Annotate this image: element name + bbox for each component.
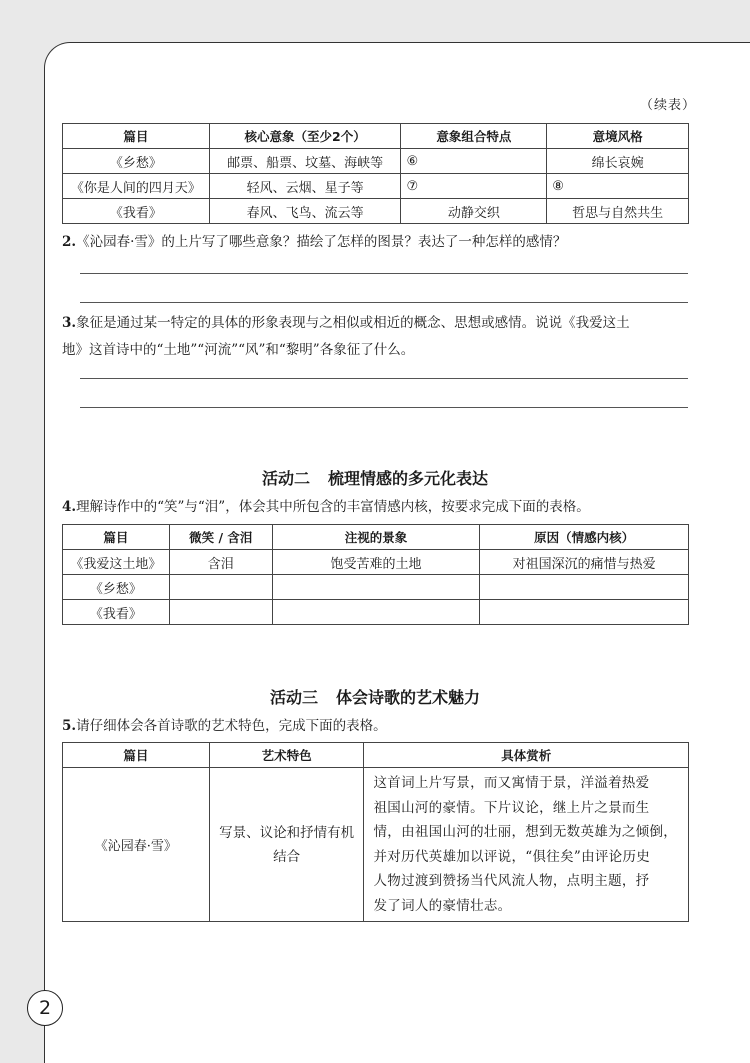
question-text: 象征是通过某一特定的具体的形象表现与之相似或相近的概念、思想或感情。说说《我爱这土	[76, 315, 630, 331]
continued-label: （续表）	[639, 98, 696, 113]
emotion-table	[62, 524, 689, 625]
table-cell: 饱受苦难的土地	[272, 550, 480, 575]
table-cell: 春风、飞鸟、流云等	[209, 199, 401, 224]
table-cell: 含泪	[169, 550, 272, 575]
page-number: 2	[27, 990, 63, 1026]
answer-cell[interactable]	[272, 575, 480, 600]
table-header: 篇目	[63, 124, 210, 149]
answer-cell[interactable]	[169, 575, 272, 600]
table-row	[63, 174, 689, 199]
table-header: 原因（情感内核）	[480, 525, 689, 550]
table-cell: 《沁园春·雪》	[63, 768, 210, 922]
question-number: 4.	[62, 499, 77, 515]
answer-cell[interactable]	[480, 575, 689, 600]
table-row	[63, 149, 689, 174]
question-5	[62, 713, 692, 740]
analysis-line: 人物过渡到赞扬当代风流人物，点明主题，抒	[373, 873, 650, 889]
feature-line: 写景、议论和抒情有机	[219, 824, 355, 841]
question-number: 3.	[62, 315, 77, 331]
table-row	[63, 600, 689, 625]
imagery-table	[62, 123, 689, 224]
table-header: 意象组合特点	[401, 124, 547, 149]
table-cell	[209, 768, 364, 922]
answer-cell[interactable]	[272, 600, 480, 625]
table-cell: ⑦	[401, 174, 547, 199]
table-row	[63, 199, 689, 224]
table-cell: 《乡愁》	[63, 575, 170, 600]
table-cell: 绵长哀婉	[547, 149, 689, 174]
table-row	[63, 550, 689, 575]
table-header: 艺术特色	[209, 743, 364, 768]
question-text: 理解诗作中的“笑”与“泪”，体会其中所包含的丰富情感内核，按要求完成下面的表格。	[76, 499, 590, 515]
question-text: 《沁园春·雪》的上片写了哪些意象？描绘了怎样的图景？表达了一种怎样的感情？	[76, 234, 567, 250]
activity-title: 体会诗歌的艺术魅力	[336, 688, 481, 707]
activity-title: 梳理情感的多元化表达	[328, 469, 489, 488]
question-3	[62, 310, 692, 364]
table-header: 注视的景象	[272, 525, 480, 550]
analysis-line: 祖国山河的豪情。下片议论，继上片之景而生	[373, 799, 650, 816]
table-cell: ⑧	[547, 174, 689, 199]
question-number: 5.	[62, 718, 77, 734]
activity-heading	[0, 685, 750, 708]
table-cell: 轻风、云烟、星子等	[209, 174, 401, 199]
question-2	[62, 229, 692, 256]
answer-cell[interactable]	[480, 600, 689, 625]
feature-line: 结合	[273, 848, 301, 865]
table-row	[63, 575, 689, 600]
table-cell: 对祖国深沉的痛惜与热爱	[480, 550, 689, 575]
table-header: 核心意象（至少2个）	[209, 124, 401, 149]
analysis-line: 情，由祖国山河的壮丽，想到无数英雄为之倾倒，	[373, 824, 678, 840]
table-header: 篇目	[63, 525, 170, 550]
table-header: 具体赏析	[364, 743, 689, 768]
table-header: 微笑 / 含泪	[169, 525, 272, 550]
art-feature-table	[62, 742, 689, 922]
table-cell: 《我看》	[63, 600, 170, 625]
table-cell: 哲思与自然共生	[547, 199, 689, 224]
table-row	[63, 768, 689, 922]
answer-cell[interactable]	[169, 600, 272, 625]
analysis-line: 这首词上片写景，而又寓情于景，洋溢着热爱	[373, 775, 650, 791]
table-cell: 邮票、船票、坟墓、海峡等	[209, 149, 401, 174]
analysis-cell	[364, 768, 689, 922]
answer-line[interactable]	[80, 378, 688, 379]
answer-line[interactable]	[80, 407, 688, 408]
activity-heading	[0, 466, 750, 489]
table-header: 篇目	[63, 743, 210, 768]
table-header: 意境风格	[547, 124, 689, 149]
answer-line[interactable]	[80, 302, 688, 303]
table-cell: 《我看》	[63, 199, 210, 224]
analysis-line: 发了词人的豪情壮志。	[373, 897, 512, 914]
activity-label: 活动二	[261, 469, 310, 488]
question-text: 地》这首诗中的“土地”“河流”“风”和“黎明”各象征了什么。	[62, 342, 415, 358]
table-cell: 《你是人间的四月天》	[63, 174, 210, 199]
table-cell: 动静交织	[401, 199, 547, 224]
answer-line[interactable]	[80, 273, 688, 274]
question-number: 2.	[62, 234, 77, 250]
activity-label: 活动三	[269, 688, 318, 707]
question-4	[62, 494, 692, 521]
table-cell: 《乡愁》	[63, 149, 210, 174]
table-cell: 《我爱这土地》	[63, 550, 170, 575]
question-text: 请仔细体会各首诗歌的艺术特色，完成下面的表格。	[76, 718, 387, 734]
table-cell: ⑥	[401, 149, 547, 174]
analysis-line: 并对历代英雄加以评说，“俱往矣”由评论历史	[373, 848, 651, 865]
